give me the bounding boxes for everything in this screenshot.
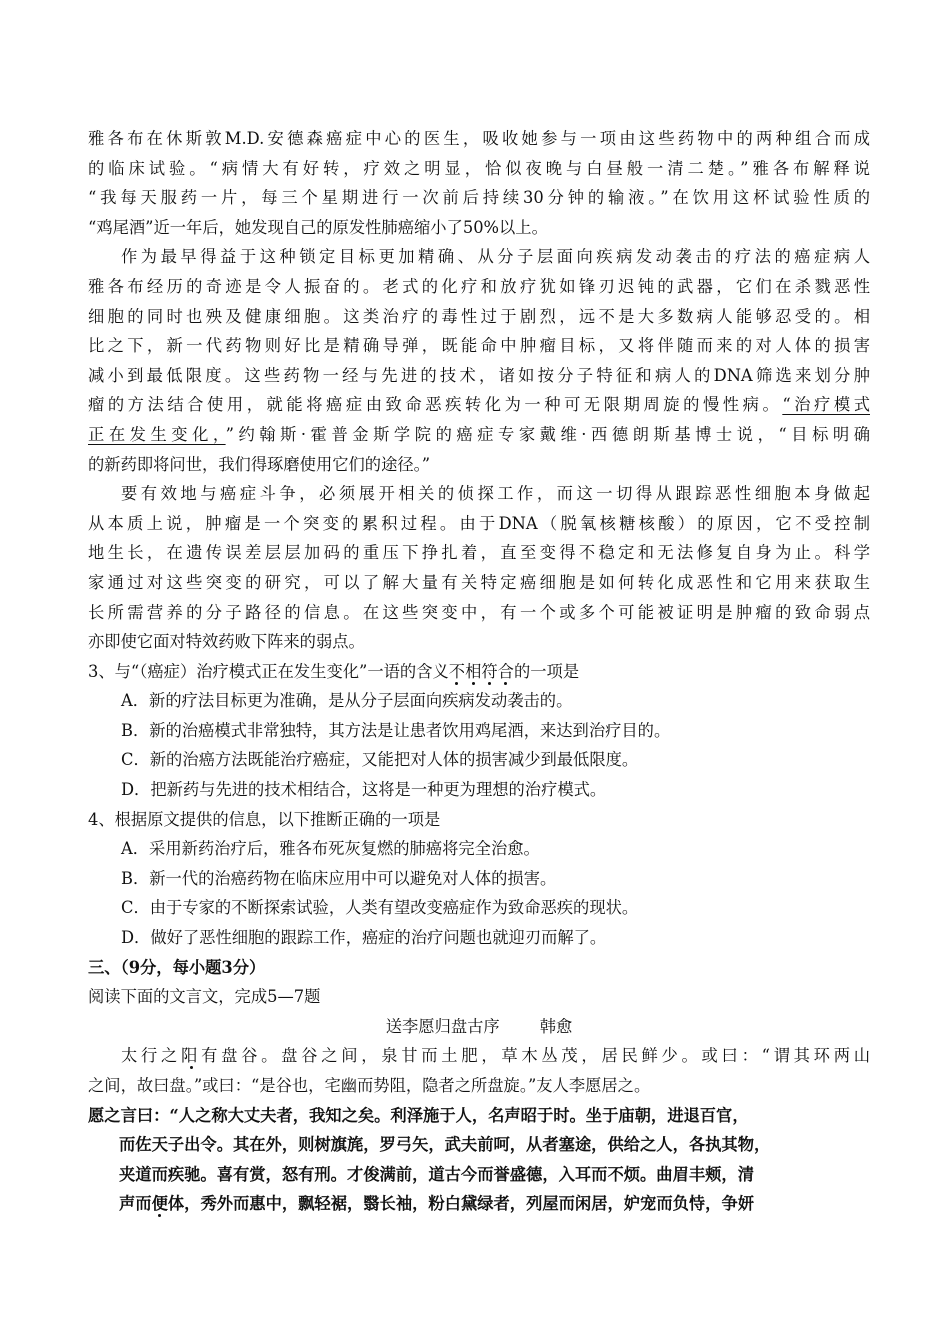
question-4-stem: 4、根据原文提供的信息，以下推断正确的一项是 — [88, 809, 441, 829]
question-3-option-a: A．新的疗法目标更为准确，是从分子层面向疾病发动袭击的。 — [121, 691, 573, 711]
passage-line: “鸡尾酒”近一年后，她发现自己的原发性肺癌缩小了50%以上。 — [88, 217, 548, 237]
question-3-option-b: B．新的治癌模式非常独特，其方法是让患者饮用鸡尾酒，来达到治疗目的。 — [121, 720, 671, 740]
question-text: 3、与“（癌症）治疗模式正在发生变化”一语的含义 — [88, 661, 449, 681]
emphasis-char: 不 — [448, 661, 466, 681]
text-author: 韩愈 — [539, 1016, 573, 1036]
question-4-option-b: B．新一代的治癌药物在临床应用中可以避免对人体的损害。 — [121, 868, 557, 888]
passage-line: 比之下，新一代药物则好比是精确导弹，既能命中肿瘤目标，又将伴随而来的对人体的损害 — [88, 336, 870, 356]
question-3-stem — [88, 657, 870, 687]
passage-line: 长所需营养的分子路径的信息。在这些突变中，有一个或多个可能被证明是肿瘤的致命弱点 — [88, 602, 870, 622]
emphasis-char: 便 — [151, 1194, 168, 1214]
question-4-option-d: D．做好了恶性细胞的跟踪工作，癌症的治疗问题也就迎刃而解了。 — [121, 928, 607, 948]
question-text: 的一项是 — [513, 661, 580, 681]
question-4-option-c: C．由于专家的不断探索试验，人类有望改变癌症作为致命恶疾的现状。 — [121, 898, 639, 918]
exam-page — [88, 124, 870, 1219]
classical-text-title — [88, 1012, 870, 1042]
classical-text: 声而 — [119, 1194, 152, 1214]
passage-line: 雅各布在休斯敦M.D.安德森癌症中心的医生，吸收她参与一项由这些药物中的两种组合而成 — [88, 129, 870, 148]
classical-line: 之间，故曰盘。”或曰：“是谷也，宅幽而势阻，隐者之所盘旋。”友人李愿居之。 — [88, 1076, 651, 1095]
underlined-quote: 正在发生变化， — [88, 424, 226, 444]
text-title: 送李愿归盘古序 — [385, 1016, 500, 1036]
underlined-quote: “治疗模式 — [782, 395, 870, 415]
question-3-option-c: C．新的治癌方法既能治疗癌症，又能把对人体的损害减少到最低限度。 — [121, 750, 639, 770]
question-4-option-a: A．采用新药治疗后，雅各布死灰复燃的肺癌将完全治愈。 — [121, 839, 540, 859]
section-instruction: 阅读下面的文言文，完成5—7题 — [88, 987, 321, 1007]
emphasis-char: 符 — [481, 661, 498, 681]
passage-text: 瘤的方法结合使用，就能将癌症由致命恶疾转化为一种可无限期周旋的慢性病。 — [88, 395, 783, 415]
classical-text: 太行之 — [121, 1046, 182, 1066]
passage-line — [88, 420, 870, 450]
passage-line: 的新药即将问世，我们得琢磨使用它们的途径。” — [88, 454, 431, 474]
emphasis-char: 阳 — [181, 1046, 202, 1066]
passage-line: 地生长，在遗传误差层层加码的重压下挣扎着，直至变得不稳定和无法修复自身为止。科学 — [88, 543, 870, 563]
passage-line — [88, 390, 870, 420]
passage-line: 亦即使它面对特效药败下阵来的弱点。 — [88, 632, 365, 652]
classical-line-bold: 愿之言曰：“人之称大丈夫者，我知之矣。利泽施于人，名声昭于时。坐于庙朝，进退百官， — [88, 1105, 749, 1125]
passage-line: 要有效地与癌症斗争，必须展开相关的侦探工作，而这一切得从跟踪恶性细胞本身做起 — [121, 484, 870, 504]
emphasis-char: 合 — [497, 661, 514, 681]
passage-line: 雅各布经历的奇迹是令人振奋的。老式的化疗和放疗犹如锋刃迟钝的武器，它们在杀戮恶性 — [88, 276, 870, 296]
classical-line-bold: 而佐天子出令。其在外，则树旗旄，罗弓矢，武夫前呵，从者塞途，供给之人，各执其物， — [119, 1135, 771, 1155]
emphasis-char: 相 — [465, 661, 482, 681]
passage-line: 减小到最低限度。这些药物一经与先进的技术，诸如按分子特征和病人的DNA筛选来划分肿 — [88, 365, 870, 385]
classical-line-bold — [88, 1189, 870, 1219]
section-heading: 三、（9分，每小题3分） — [88, 957, 266, 977]
passage-line: 的临床试验。“病情大有好转，疗效之明显，恰似夜晚与白昼般一清二楚。”雅各布解释说 — [88, 158, 870, 178]
passage-line: 家通过对这些突变的研究，可以了解大量有关特定癌细胞是如何转化成恶性和它用来获取生 — [88, 572, 870, 592]
passage-line: “我每天服药一片，每三个星期进行一次前后持续30分钟的输液。”在饮用这杯试验性质的 — [88, 188, 870, 208]
question-3-option-d: D．把新药与先进的技术相结合，这将是一种更为理想的治疗模式。 — [121, 780, 607, 800]
classical-text: 有盘谷。盘谷之间，泉甘而土肥，草木丛茂，居民鲜少。或曰：“谓其环两山 — [201, 1046, 870, 1066]
passage-text: ”约翰斯·霍普金斯学院的癌症专家戴维·西德朗斯基博士说，“目标明确 — [225, 424, 870, 444]
classical-line — [88, 1041, 870, 1071]
passage-line: 作为最早得益于这种锁定目标更加精确、从分子层面向疾病发动袭击的疗法的癌症病人 — [121, 247, 870, 267]
classical-line-bold: 夹道而疾驰。喜有赏，怒有刑。才俊满前，道古今而誉盛德，入耳而不烦。曲眉丰颊，清 — [119, 1164, 754, 1184]
classical-text: 体，秀外而惠中，飘轻裾，翳长袖，粉白黛绿者，列屋而闲居，妒宠而负恃，争妍 — [167, 1194, 755, 1214]
passage-line: 细胞的同时也殃及健康细胞。这类治疗的毒性过于剧烈，远不是大多数病人能够忍受的。相 — [88, 306, 870, 326]
passage-line: 从本质上说，肿瘤是一个突变的累积过程。由于DNA（脱氧核糖核酸）的原因，它不受控制 — [88, 513, 870, 533]
